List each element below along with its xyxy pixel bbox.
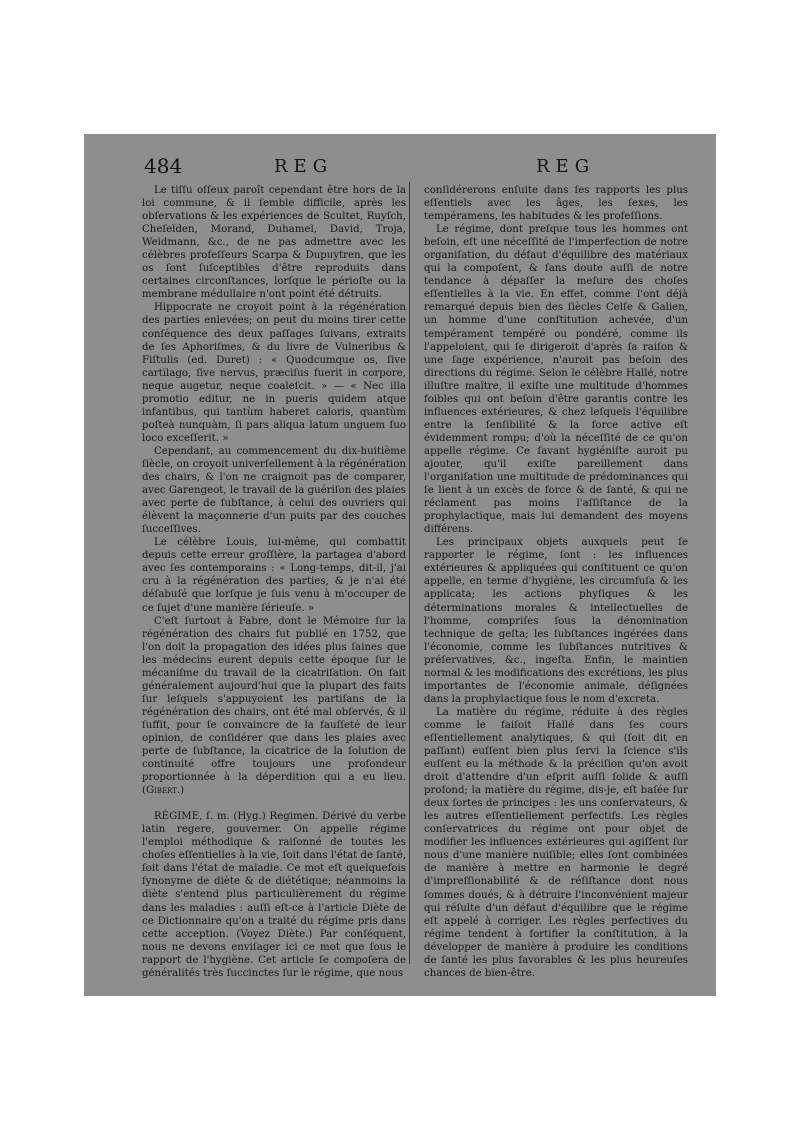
paragraph: Cependant, au commencement du dix-huitième ſiècle, on croyoit univerſellement à la régénération des chairs, & l'on ne craignoit pas de comparer, avec Garengeot, le travail de la guériſon des plaies avec perte de ſubſtance, à celui des ouvriers qui élèvent la maçonnerie d'un puits par des couches ſucceſſives. — [142, 445, 406, 536]
article-entry — [142, 810, 406, 980]
paragraph: Le célèbre Louis, lui-même, qui combattit depuis cette erreur groſſière, la partagea d'abord avec ſes contemporains : « Long-temps, dit-il, j'ai cru à la régénération des parties, & je n'ai été déſabuſé que lorſque je ſuis venu à m'occuper de ce ſujet d'une manière ſérieuſe. » — [142, 537, 406, 614]
paragraph: Le régime, dont preſque tous les hommes ont beſoin, eſt une néceſſité de l'imperfection de notre organiſation, du défaut d'équilibre des matériaux qui la compoſent, & ſans doute auſſi de notre tendance à dépaſſer la meſure des choſes eſſentielles à la vie. En effet, comme l'ont déjà remarqué depuis bien des ſiècles Celſe & Galien, un homme d'une conſtitution achevée, d'un tempérament tempéré ou pondéré, comme ils l'appeloient, qui ſe dirigeroit d'après ſa raiſon & une ſage expérience, n'auroit pas beſoin des directions du régime. Selon le célèbre Hallé, notre illuſtre maître, il exiſte une multitude d'hommes foibles qui ont beſoin d'être garantis contre les influences extérieures, & chez leſquels l'équilibre entre la ſenſibilité & la force active eſt évidemment rompu; d'où la néceſſité de ce qu'on appelle régime. Ce ſavant hygiéniſte auroit pu ajouter, qu'il exiſte pareillement dans l'organiſation une multitude de prédominances qui ſe lient à un excès de force & de ſanté, & qui ne réclament pas moins l'aſſiſtance de la prophylactique, mais lui demandent des moyens différens. — [424, 224, 688, 536]
column-divider — [409, 182, 410, 964]
page-number: 484 — [144, 154, 183, 178]
running-head-right: REG — [536, 156, 596, 177]
article-headword: RÉGIME — [154, 811, 200, 823]
paragraph: Hippocrate ne croyoit point à la régénération des parties enlevées; on peut du moins tirer cette conſéquence des deux paſſages ſuivans, extraits de ſes Aphoriſmes, & du livre de Vulneribus & Fiſtulis (ed. Duret) : « Quodcumque os, ſive cartilago, ſive nervus, præciſus fuerit in corpore, neque augetur, neque coaleſcit. » — « Nec illa promotio editur, ne in pueris quidem atque infantibus, qui tantùm haberet caloris, quantùm poſteà nunquàm, ſi pars aliqua latum unguem ſuo loco exceſſerit. » — [142, 302, 406, 444]
article-text: , ſ. m. (Hyg.) Regimen. Dérivé du verbe latin regere, gouverner. On appelle régime l'emploi méthodique & raiſonné de toutes les choſes eſſentielles à la vie, ſoit dans l'état de ſanté, ſoit dans l'état de maladie. Ce mot eſt quelquefois ſynonyme de diète & de diététique; néanmoins la diète s'entend plus particulièrement du régime dans les maladies : auſſi eſt-ce à l'article Diète de ce Dictionnaire qu'on a traité du régime pris dans cette acception. (Voyez Diète.) Par conſéquent, nous ne devons enviſager ici ce mot que ſous le rapport de l'hygiène. Cet article ſe compoſera de généralités très ſuccinctes ſur le régime, que nous — [142, 811, 406, 979]
running-head-left: REG — [274, 156, 334, 177]
paragraph: La matière du régime, réduite à des règles comme le faiſoit Hallé dans ſes cours eſſentiellement analytiques, & qui (ſoit dit en paſſant) euſſent bien plus ſervi la ſcience s'ils euſſent eu la méthode & la préciſion qu'on avoit droit d'attendre d'un eſprit auſſi ſolide & auſſi profond; la matière du régime, dis-je, eſt baſée ſur deux ſortes de principes : les uns conſervateurs, & les autres eſſentiellement perfectifs. Les règles conſervatrices du régime ont pour objet de modifier les influences extérieures qui agiſſent ſur nous d'une manière nuiſible; elles ſont combinées de manière à mettre en harmonie le degré d'impreſſionabilité & de réſiſtance dont nous ſommes doués, & à détruire l'inconvénient majeur qui réſulte d'un défaut d'équilibre que le régime eſt appelé à corriger. Les règles perfectives du régime tendent à fortifier la conſtitution, à la développer de manière à produire les conditions de ſanté les plus favorables & les plus heureuſes chances de bien-être. — [424, 706, 688, 979]
paragraph: Le tiſſu oſſeux paroît cependant être hors de la loi commune, & il ſemble difficile, après les obſervations & les expériences de Scultet, Ruyſch, Cheſelden, Morand, Duhamel, David, Troja, Weidmann, &c., de ne pas admettre avec les célèbres profeſſeurs Scarpa & Dupuytren, que les os ſont ſuſceptibles d'être reproduits dans certaines circonſtances, lorſque le périoſte ou la membrane médullaire n'ont point été détruits. — [142, 185, 406, 301]
page-header — [132, 154, 686, 180]
paragraph-text: C'eſt ſurtout à Fabre, dont le Mémoire ſur la régénération des chairs fut publié en 1752, que l'on doit la propagation des idées plus ſaines que les médecins eurent depuis cette époque ſur le mécaniſme du travail de la cicatriſation. On fait généralement aujourd'hui que la plupart des faits ſur leſquels s'appuyoient les partiſans de la régénération des chairs, ont été mal obſervés, & il ſuffit, pour ſe convaincre de la fauſſeté de leur opinion, de conſidérer que dans les plaies avec perte de ſubſtance, la cicatrice de la ſolution de continuité offre toujours une profondeur proportionnée à la déperdition qui a eu lieu. — [142, 615, 406, 784]
paragraph — [142, 615, 406, 798]
left-column — [142, 184, 406, 980]
right-column — [424, 184, 688, 980]
paragraph: conſidérerons enſuite dans ſes rapports les plus eſſentiels avec les âges, les ſexes, les tempéramens, les habitudes & les profeſſions. — [424, 185, 688, 223]
paragraph: Les principaux objets auxquels peut ſe rapporter le régime, ſont : les influences extérieures & appliquées qui conſtituent ce qu'on appelle, en terme d'hygiène, les circumfuſa & les applicata; les actions phyſiques & les déterminations morales & intellectuelles de l'homme, compriſes ſous la dénomination technique de geſta; les ſubſtances ingérées dans l'économie, comme les ſubſtances nutritives & préſervatives, &c., ingeſta. Enfin, le maintien normal & les modifications des excrétions, les plus importantes de l'économie animale, déſignées dans la prophylactique ſous le nom d'excreta. — [424, 537, 688, 705]
book-page — [84, 134, 716, 996]
author-signature: (Gibert.) — [142, 785, 185, 797]
